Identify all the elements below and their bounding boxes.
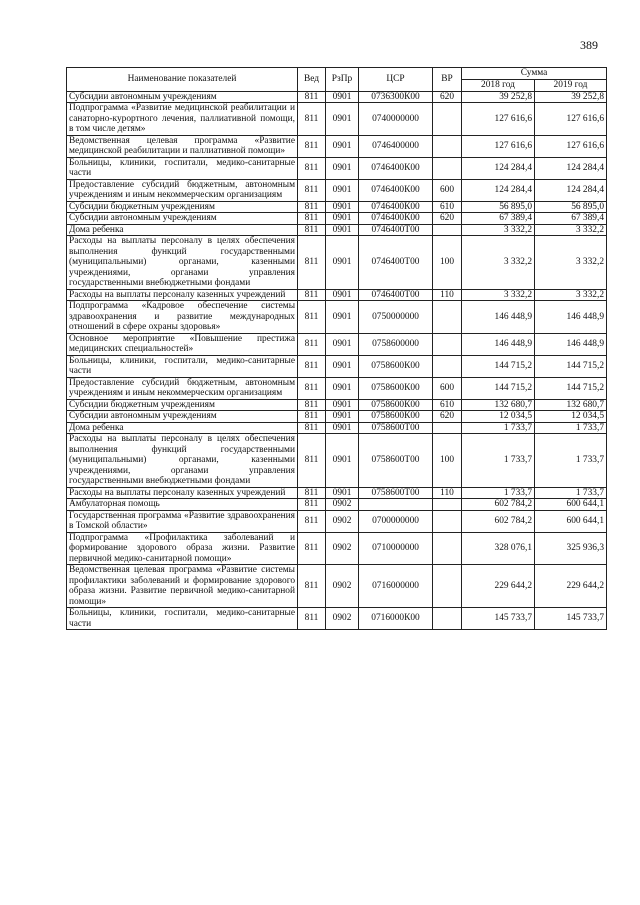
table-row — [67, 355, 607, 377]
cell-name: Государственная программа «Развитие здравоохранения в Томской области» — [67, 510, 298, 532]
table-row — [67, 333, 607, 355]
table-row — [67, 213, 607, 225]
cell-2018: 1 733,7 — [462, 434, 535, 488]
cell-name: Амбулаторная помощь — [67, 499, 298, 511]
table-row — [67, 377, 607, 399]
cell-name: Субсидии автономным учреждениям — [67, 411, 298, 423]
cell-name: Больницы, клиники, госпитали, медико-санитарные части — [67, 355, 298, 377]
cell-rzpr: 0901 — [326, 224, 359, 236]
cell-rzpr: 0901 — [326, 179, 359, 201]
cell-rzpr: 0901 — [326, 91, 359, 103]
cell-vr: 610 — [433, 399, 462, 411]
cell-vr: 620 — [433, 213, 462, 225]
cell-2018: 39 252,8 — [462, 91, 535, 103]
cell-csr — [359, 499, 433, 511]
cell-ved: 811 — [298, 135, 326, 157]
cell-vr: 620 — [433, 411, 462, 423]
cell-rzpr: 0901 — [326, 377, 359, 399]
cell-csr: 0746400000 — [359, 135, 433, 157]
cell-name: Дома ребенка — [67, 422, 298, 434]
cell-vr: 600 — [433, 377, 462, 399]
cell-2018: 602 784,2 — [462, 499, 535, 511]
cell-csr: 0740000000 — [359, 103, 433, 136]
cell-2019: 67 389,4 — [535, 213, 607, 225]
table-row — [67, 565, 607, 608]
cell-2018: 67 389,4 — [462, 213, 535, 225]
cell-name: Субсидии бюджетным учреждениям — [67, 399, 298, 411]
cell-rzpr: 0902 — [326, 510, 359, 532]
cell-csr: 0758600Т00 — [359, 422, 433, 434]
cell-2019: 127 616,6 — [535, 103, 607, 136]
cell-vr: 100 — [433, 236, 462, 290]
cell-2018: 1 733,7 — [462, 422, 535, 434]
cell-ved: 811 — [298, 422, 326, 434]
cell-vr — [433, 422, 462, 434]
cell-vr: 610 — [433, 201, 462, 213]
cell-vr — [433, 510, 462, 532]
cell-2018: 132 680,7 — [462, 399, 535, 411]
cell-csr: 0746400Т00 — [359, 236, 433, 290]
table-body — [67, 91, 607, 630]
cell-csr: 0710000000 — [359, 532, 433, 565]
cell-2018: 3 332,2 — [462, 289, 535, 301]
cell-2019: 3 332,2 — [535, 224, 607, 236]
cell-ved: 811 — [298, 399, 326, 411]
cell-name: Ведомственная целевая программа «Развитие медицинской реабилитации и паллиативной помощи» — [67, 135, 298, 157]
table-row — [67, 91, 607, 103]
cell-2019: 124 284,4 — [535, 179, 607, 201]
cell-rzpr: 0901 — [326, 301, 359, 334]
cell-vr — [433, 224, 462, 236]
header-sum: Сумма — [462, 68, 607, 80]
cell-2019: 3 332,2 — [535, 236, 607, 290]
cell-vr: 600 — [433, 179, 462, 201]
cell-csr: 0758600К00 — [359, 355, 433, 377]
cell-name: Основное мероприятие «Повышение престижа медицинских специальностей» — [67, 333, 298, 355]
cell-name: Расходы на выплаты персоналу в целях обеспечения выполнения функций государственными (муниципальными) органами, казенными учреждениями, органами управления государственными внебюджетными фондами — [67, 434, 298, 488]
table-row — [67, 103, 607, 136]
cell-name: Расходы на выплаты персоналу казенных учреждений — [67, 487, 298, 499]
cell-2018: 127 616,6 — [462, 135, 535, 157]
cell-2018: 328 076,1 — [462, 532, 535, 565]
cell-ved: 811 — [298, 532, 326, 565]
cell-2019: 127 616,6 — [535, 135, 607, 157]
cell-2019: 132 680,7 — [535, 399, 607, 411]
cell-2019: 12 034,5 — [535, 411, 607, 423]
cell-csr: 0758600Т00 — [359, 434, 433, 488]
cell-ved: 811 — [298, 179, 326, 201]
cell-vr — [433, 157, 462, 179]
cell-2018: 127 616,6 — [462, 103, 535, 136]
cell-vr — [433, 301, 462, 334]
cell-2019: 325 936,3 — [535, 532, 607, 565]
cell-name: Субсидии бюджетным учреждениям — [67, 201, 298, 213]
cell-vr: 620 — [433, 91, 462, 103]
cell-ved: 811 — [298, 487, 326, 499]
table-row — [67, 487, 607, 499]
cell-2018: 1 733,7 — [462, 487, 535, 499]
cell-2019: 3 332,2 — [535, 289, 607, 301]
table-row — [67, 422, 607, 434]
cell-csr: 0716000000 — [359, 565, 433, 608]
cell-rzpr: 0901 — [326, 289, 359, 301]
cell-ved: 811 — [298, 224, 326, 236]
cell-name: Субсидии автономным учреждениям — [67, 91, 298, 103]
cell-csr: 0736300К00 — [359, 91, 433, 103]
cell-csr: 0750000000 — [359, 301, 433, 334]
header-ved: Вед — [298, 68, 326, 92]
cell-rzpr: 0901 — [326, 434, 359, 488]
cell-rzpr: 0902 — [326, 499, 359, 511]
cell-ved: 811 — [298, 213, 326, 225]
cell-rzpr: 0901 — [326, 103, 359, 136]
cell-ved: 811 — [298, 510, 326, 532]
header-2018: 2018 год — [462, 80, 535, 92]
cell-2019: 229 644,2 — [535, 565, 607, 608]
cell-rzpr: 0901 — [326, 333, 359, 355]
cell-2018: 144 715,2 — [462, 355, 535, 377]
cell-ved: 811 — [298, 91, 326, 103]
cell-rzpr: 0902 — [326, 608, 359, 630]
cell-2018: 3 332,2 — [462, 224, 535, 236]
table-row — [67, 301, 607, 334]
cell-csr: 0716000К00 — [359, 608, 433, 630]
cell-2019: 144 715,2 — [535, 377, 607, 399]
cell-2019: 1 733,7 — [535, 434, 607, 488]
cell-2019: 56 895,0 — [535, 201, 607, 213]
cell-rzpr: 0901 — [326, 487, 359, 499]
cell-csr: 0746400Т00 — [359, 289, 433, 301]
header-csr: ЦСР — [359, 68, 433, 92]
cell-ved: 811 — [298, 565, 326, 608]
budget-table — [66, 67, 607, 630]
cell-rzpr: 0902 — [326, 565, 359, 608]
table-row — [67, 532, 607, 565]
cell-2019: 124 284,4 — [535, 157, 607, 179]
cell-2018: 146 448,9 — [462, 301, 535, 334]
table-row — [67, 434, 607, 488]
table-row — [67, 179, 607, 201]
cell-rzpr: 0901 — [326, 213, 359, 225]
header-2019: 2019 год — [535, 80, 607, 92]
cell-2018: 12 034,5 — [462, 411, 535, 423]
cell-2018: 56 895,0 — [462, 201, 535, 213]
cell-vr — [433, 499, 462, 511]
cell-name: Предоставление субсидий бюджетным, автономным учреждениям и иным некоммерческим организациям — [67, 377, 298, 399]
cell-ved: 811 — [298, 236, 326, 290]
cell-rzpr: 0901 — [326, 355, 359, 377]
cell-csr: 0758600К00 — [359, 377, 433, 399]
cell-2019: 1 733,7 — [535, 487, 607, 499]
cell-ved: 811 — [298, 103, 326, 136]
cell-rzpr: 0901 — [326, 411, 359, 423]
cell-csr: 0758600000 — [359, 333, 433, 355]
cell-2019: 600 644,1 — [535, 499, 607, 511]
table-row — [67, 135, 607, 157]
header-vr: ВР — [433, 68, 462, 92]
cell-rzpr: 0902 — [326, 532, 359, 565]
cell-name: Ведомственная целевая программа «Развитие системы профилактики заболеваний и формирование здорового образа жизни. Развитие первичной медико-санитарной помощи» — [67, 565, 298, 608]
cell-ved: 811 — [298, 608, 326, 630]
cell-vr: 100 — [433, 434, 462, 488]
table-row — [67, 201, 607, 213]
cell-vr — [433, 565, 462, 608]
cell-rzpr: 0901 — [326, 157, 359, 179]
cell-vr — [433, 608, 462, 630]
cell-name: Подпрограмма «Кадровое обеспечение системы здравоохранения и развитие международных отношений в сфере охраны здоровья» — [67, 301, 298, 334]
cell-name: Больницы, клиники, госпитали, медико-санитарные части — [67, 157, 298, 179]
table-row — [67, 510, 607, 532]
cell-ved: 811 — [298, 355, 326, 377]
cell-rzpr: 0901 — [326, 399, 359, 411]
cell-2019: 39 252,8 — [535, 91, 607, 103]
cell-csr: 0746400Т00 — [359, 224, 433, 236]
table-row — [67, 289, 607, 301]
header-name: Наименование показателей — [67, 68, 298, 92]
cell-vr — [433, 103, 462, 136]
cell-2018: 146 448,9 — [462, 333, 535, 355]
cell-2019: 600 644,1 — [535, 510, 607, 532]
cell-2018: 3 332,2 — [462, 236, 535, 290]
cell-vr — [433, 355, 462, 377]
table-row — [67, 157, 607, 179]
cell-rzpr: 0901 — [326, 422, 359, 434]
cell-name: Расходы на выплаты персоналу в целях обеспечения выполнения функций государственными (муниципальными) органами, казенными учреждениями, органами управления государственными внебюджетными фондами — [67, 236, 298, 290]
cell-ved: 811 — [298, 201, 326, 213]
table-header-row — [67, 68, 607, 80]
cell-2018: 144 715,2 — [462, 377, 535, 399]
table-row — [67, 399, 607, 411]
cell-2018: 124 284,4 — [462, 157, 535, 179]
cell-name: Дома ребенка — [67, 224, 298, 236]
page-number: 389 — [580, 38, 598, 52]
cell-2018: 229 644,2 — [462, 565, 535, 608]
table-row — [67, 224, 607, 236]
cell-name: Подпрограмма «Профилактика заболеваний и формирование здорового образа жизни. Развитие первичной медико-санитарной помощи» — [67, 532, 298, 565]
cell-rzpr: 0901 — [326, 236, 359, 290]
cell-ved: 811 — [298, 333, 326, 355]
cell-rzpr: 0901 — [326, 201, 359, 213]
cell-csr: 0758600К00 — [359, 411, 433, 423]
cell-vr: 110 — [433, 487, 462, 499]
header-rzpr: РзПр — [326, 68, 359, 92]
cell-name: Субсидии автономным учреждениям — [67, 213, 298, 225]
table-row — [67, 411, 607, 423]
table-row — [67, 608, 607, 630]
cell-vr — [433, 135, 462, 157]
table-row — [67, 236, 607, 290]
table-row — [67, 499, 607, 511]
cell-csr: 0758600К00 — [359, 399, 433, 411]
cell-rzpr: 0901 — [326, 135, 359, 157]
cell-vr — [433, 532, 462, 565]
cell-csr: 0700000000 — [359, 510, 433, 532]
cell-ved: 811 — [298, 499, 326, 511]
cell-csr: 0746400К00 — [359, 213, 433, 225]
cell-2019: 146 448,9 — [535, 333, 607, 355]
cell-ved: 811 — [298, 301, 326, 334]
cell-vr — [433, 333, 462, 355]
cell-ved: 811 — [298, 411, 326, 423]
cell-vr: 110 — [433, 289, 462, 301]
cell-csr: 0746400К00 — [359, 179, 433, 201]
cell-ved: 811 — [298, 377, 326, 399]
cell-2019: 145 733,7 — [535, 608, 607, 630]
cell-csr: 0758600Т00 — [359, 487, 433, 499]
cell-2018: 602 784,2 — [462, 510, 535, 532]
cell-2019: 1 733,7 — [535, 422, 607, 434]
cell-name: Подпрограмма «Развитие медицинской реабилитации и санаторно-курортного лечения, паллиативной помощи, в том числе детям» — [67, 103, 298, 136]
cell-ved: 811 — [298, 157, 326, 179]
cell-name: Расходы на выплаты персоналу казенных учреждений — [67, 289, 298, 301]
cell-name: Предоставление субсидий бюджетным, автономным учреждениям и иным некоммерческим организациям — [67, 179, 298, 201]
cell-csr: 0746400К00 — [359, 201, 433, 213]
cell-2018: 124 284,4 — [462, 179, 535, 201]
cell-ved: 811 — [298, 289, 326, 301]
cell-2019: 146 448,9 — [535, 301, 607, 334]
cell-2019: 144 715,2 — [535, 355, 607, 377]
cell-name: Больницы, клиники, госпитали, медико-санитарные части — [67, 608, 298, 630]
cell-2018: 145 733,7 — [462, 608, 535, 630]
cell-csr: 0746400К00 — [359, 157, 433, 179]
cell-ved: 811 — [298, 434, 326, 488]
